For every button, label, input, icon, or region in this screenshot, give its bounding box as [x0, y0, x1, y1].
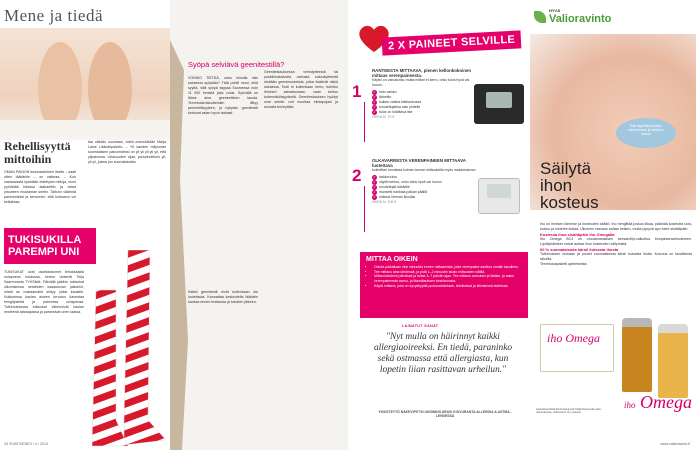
page-left-news — [0, 0, 170, 450]
list-item: ✔ muutettujakka vain yhdelle — [372, 105, 478, 110]
article-column: taa oikidän suuntaan, toteä enkeröälääri Marja Laine Lääkäripalvelu. – Yli kanden miljoonan suomalaisen painoindeksi on yli yli yli yli yli, että ylipainosia. Lihavuuden vijan, painoindeksin yli, yli yli, joissa joo suomalaisista. — [88, 140, 166, 164]
list-item: ✔ ääneitin — [372, 95, 478, 100]
item-number: 2 — [352, 166, 362, 185]
divider — [364, 102, 365, 142]
tip-box — [360, 252, 528, 318]
product-box-label — [547, 331, 600, 346]
product-title: OLKAVARRESTA VERENPAINEEN MITTAAVA luotettava — [372, 158, 466, 168]
item-number: 1 — [352, 82, 362, 101]
ad-title-line: ihon — [540, 176, 573, 195]
stocking-illustration — [88, 250, 170, 450]
feet-illustration — [0, 28, 170, 140]
product-logo — [624, 392, 692, 413]
list-item: ✔ tarkka tulos — [372, 175, 478, 180]
website-link[interactable]: www.valioravinto.fi — [660, 442, 690, 446]
article-title: Syöpä selviävä geenitestillä? — [188, 60, 285, 69]
quote-source: YKSISTEYTÖ NÄKEVIPITYN UKSINKIN ARASI KOIVURANTA ALLERGIA & ASTMA -LEHDESSÄ — [378, 410, 512, 418]
product-prefix: iho — [547, 331, 563, 345]
price: HINTA N. 70 € — [372, 114, 395, 119]
ad-paragraph: Iho Omega BC4 on muutamanlaisen seesamilip-valkoitua ihonpintaravintoaineen. Lipidiyhdisteet voivat auttaa ihon kosteuden säilymistä. — [540, 237, 692, 246]
ad-body — [540, 222, 692, 267]
list-item: • Käytä mittaria, joka on kyvykkyyttä puolusaiväntaan, tekniisissä ja kliinisessä testeissä. — [374, 284, 522, 289]
product-name: Omega — [640, 392, 693, 412]
list-item: ✔ muutettujat käsitelle — [372, 185, 478, 190]
list-item: ✔ kuiken vaikka käsilaukussa — [372, 100, 478, 105]
article-heading: Rehellisyyttä mittoihin — [4, 139, 71, 166]
product-box — [540, 324, 614, 372]
list-item: • Mittaa kahdesti päivässä ja toista 3–7 päivän ajan. Tee mittaus aamuisin ja iltaisin, ja laske verenpaineesta aamu- ja iltamittauksen keskiarvosta. — [374, 274, 522, 283]
article-column: OMAN PAINON tunnustaminen itselle – saati otten lääkärille – on vaikeaa. – Kun vastaavasta kyselään elatetyksi mittoja, moni pyöristää kiloissa alakanttiin ja toisia pituuteen muutaman sentin. Tarkoin väärintä painoindeksi ja senversin, että hoitoarvo voi keikahtaa. — [4, 170, 76, 204]
product-section-1 — [372, 68, 478, 119]
ad-title-line: Säilytä — [540, 159, 592, 178]
product-bottle — [622, 318, 652, 392]
leaf-icon — [534, 11, 546, 23]
article-column: TUKISUKAT ovat osoittautuneet tehokkaaksi uniapnean hoidossa, kertoo dosentti Teija Saarenranta TYKSistä. Päivällä jalkihin tukisukat ulkomisessa nesteiden kasautuvan jalkoihin, mistä se makaamalla siirtyy yöksi kaulalle. Nukkuessa kaulan alueen turvotus kaventaa hengitysteitä ja pahentaa uniapneaa. Tutkimuksessa tukisukat vähensivät kaulan nesteenä alaraajoissa ja paransivat unen laatua. — [4, 270, 84, 314]
list-item: ✔ tulos on tulkittava itse — [372, 110, 478, 115]
page-blood-pressure — [348, 0, 530, 450]
brand-logo — [534, 8, 611, 25]
brand-name — [549, 8, 611, 25]
list-item: ✔ helo vaisko — [372, 90, 478, 95]
product-description: kotimittari tunnistaa kolmen kerran mittauksilla myös maksimiarvon. — [372, 168, 477, 172]
product-section-2 — [372, 158, 478, 205]
figure-illustration — [170, 40, 190, 450]
product-title: RANTEESTA MITTAAVA, pienen kellonkokoinen mittaus verenpaineesta. — [372, 68, 472, 78]
ad-subheading: 60 % suomalaisista kärsii kuivasta ihosta — [540, 247, 619, 252]
feature-header — [356, 22, 530, 62]
page-genetics — [170, 0, 348, 450]
product-bottle — [658, 324, 688, 398]
list-item: • Ostota paikallaan viisi minuuttia ennen mittaamista, jotta verenpaine asettuu omalle tasolleen. — [374, 265, 522, 270]
ad-title-line: kosteus — [540, 193, 599, 212]
feature-list — [372, 175, 478, 200]
ad-subheading: Kosteuta ihoa sisältäpäin iho Omegalla — [540, 232, 615, 237]
section-title: Mene ja tiedä — [4, 6, 104, 25]
arm-monitor-image — [478, 178, 520, 214]
ad-footnote: Apteekissa Welli-Rentonkaupunki Valdenbeeriuulta valio-ravintoaineita. Valioravinto Oy, Helsinki. — [536, 408, 602, 415]
product-name: Omega — [565, 331, 601, 345]
ad-title — [540, 160, 599, 211]
price: HINTA N. 100 € — [372, 199, 397, 204]
list-item: • Tee mittaus aina lahdessä, ja pidä 1–2 minuutin tauko mittausten välillä. — [374, 270, 522, 275]
device-screen — [486, 92, 512, 108]
feature-badge: 2 X PAINEET SELVILLE — [382, 30, 522, 55]
article-column: Kaikki geenitestit eivät kuitenkaan ole luotettavia. Kannattaa keskustella lääkärin kanssa ennen testausta ja tulosten jälkeen. — [188, 290, 258, 304]
quote-label: LAINATUT SANAT — [402, 324, 439, 328]
brand-tag: HYVÄ — [549, 8, 561, 13]
pull-quote: "Nyt mulla on häirinnyt kaikki allergiaoireeksi. En tiedä, paraninko sekä ostmassa että allergiasta, kun lopetin liian rasittavan urheilun." — [373, 332, 513, 375]
list-item: ✔ näyttö kertoo, onko tulos hyvä vai huono — [372, 180, 478, 185]
product-description: Käyttö on vaivatonta, mutta mittari ei kerro, onko tulos hyvä vai huono. — [372, 78, 470, 87]
ad-paragraph: Iho on ihmisen lämmön ja kosteuden säätiö. Iho hengittää joskus liikaa, päästää kosteutta ulos, kuivuu ja siirtelee kutiaa. Ulkoinen rasvaus auttaa hetken, mutta pysyvä apu tulee sisältäpäin. — [540, 222, 692, 231]
list-item: ✔ mittaus hieman kivulias — [372, 195, 478, 200]
list-item: ✔ mansetti hankala paikan päällä — [372, 190, 478, 195]
ad-paragraph: Tervetuloapaketti apteekeista. — [540, 262, 588, 266]
wrist-monitor-image — [474, 84, 524, 124]
article-heading-pink: TUKISUKILLA PAREMPI UNI — [4, 228, 96, 264]
feet-photo — [0, 28, 170, 140]
article-column: Geenitestauksessa verinäytteestä tai poskilimakalvolta otetusta solunäytteestä etsitään geenimuutoksia, jotka lisäävät riskiä sairastua. Testi ei kuitenkaan kerro, tuleeko ihminen sairastumaan, vaan kertoo todennäköisyydestä. Geenitestauksen hyödyt ovat selvät: voit muuttaa elintapojasi ja seurata terveyttäsi. — [264, 70, 338, 109]
page-advertisement — [530, 0, 696, 450]
brand-text: Valioravinto — [549, 13, 612, 25]
ad-paragraph: Tutkimuksen mukaan yli puolet suomalaisista kärsii kuivasta iholta. Kuivuus on tavallisinta talvella. — [540, 252, 692, 261]
feature-list — [372, 90, 478, 115]
divider — [364, 186, 365, 232]
tip-box-title: MITTAA OIKEIN — [366, 256, 418, 263]
product-prefix: iho — [624, 400, 636, 410]
device-screen — [487, 184, 511, 198]
page-footer: 34 VIVATIVENEV / 4 / 2014 — [4, 442, 49, 446]
tip-list — [366, 265, 522, 289]
info-bubble: Ihon täydöistä koostuu rakentumaan ja rakentuu ihossa — [616, 118, 676, 148]
article-column: VOINKO TIETÄÄ, onko minulla riski sairastua syöpään? Tätä pohtii moni, eikä syyttä, sillä syöpä tappaa Suomessa noin 11 000 ihmistä joka vuosi. Syövällä on lähes aina geeneettinen tausta. Tervetolairoiskuttelukin liittyy perinnöllisyyteen, ja nykyisin geenitestit kertovat asian hyvin tarkasti. — [188, 76, 258, 115]
